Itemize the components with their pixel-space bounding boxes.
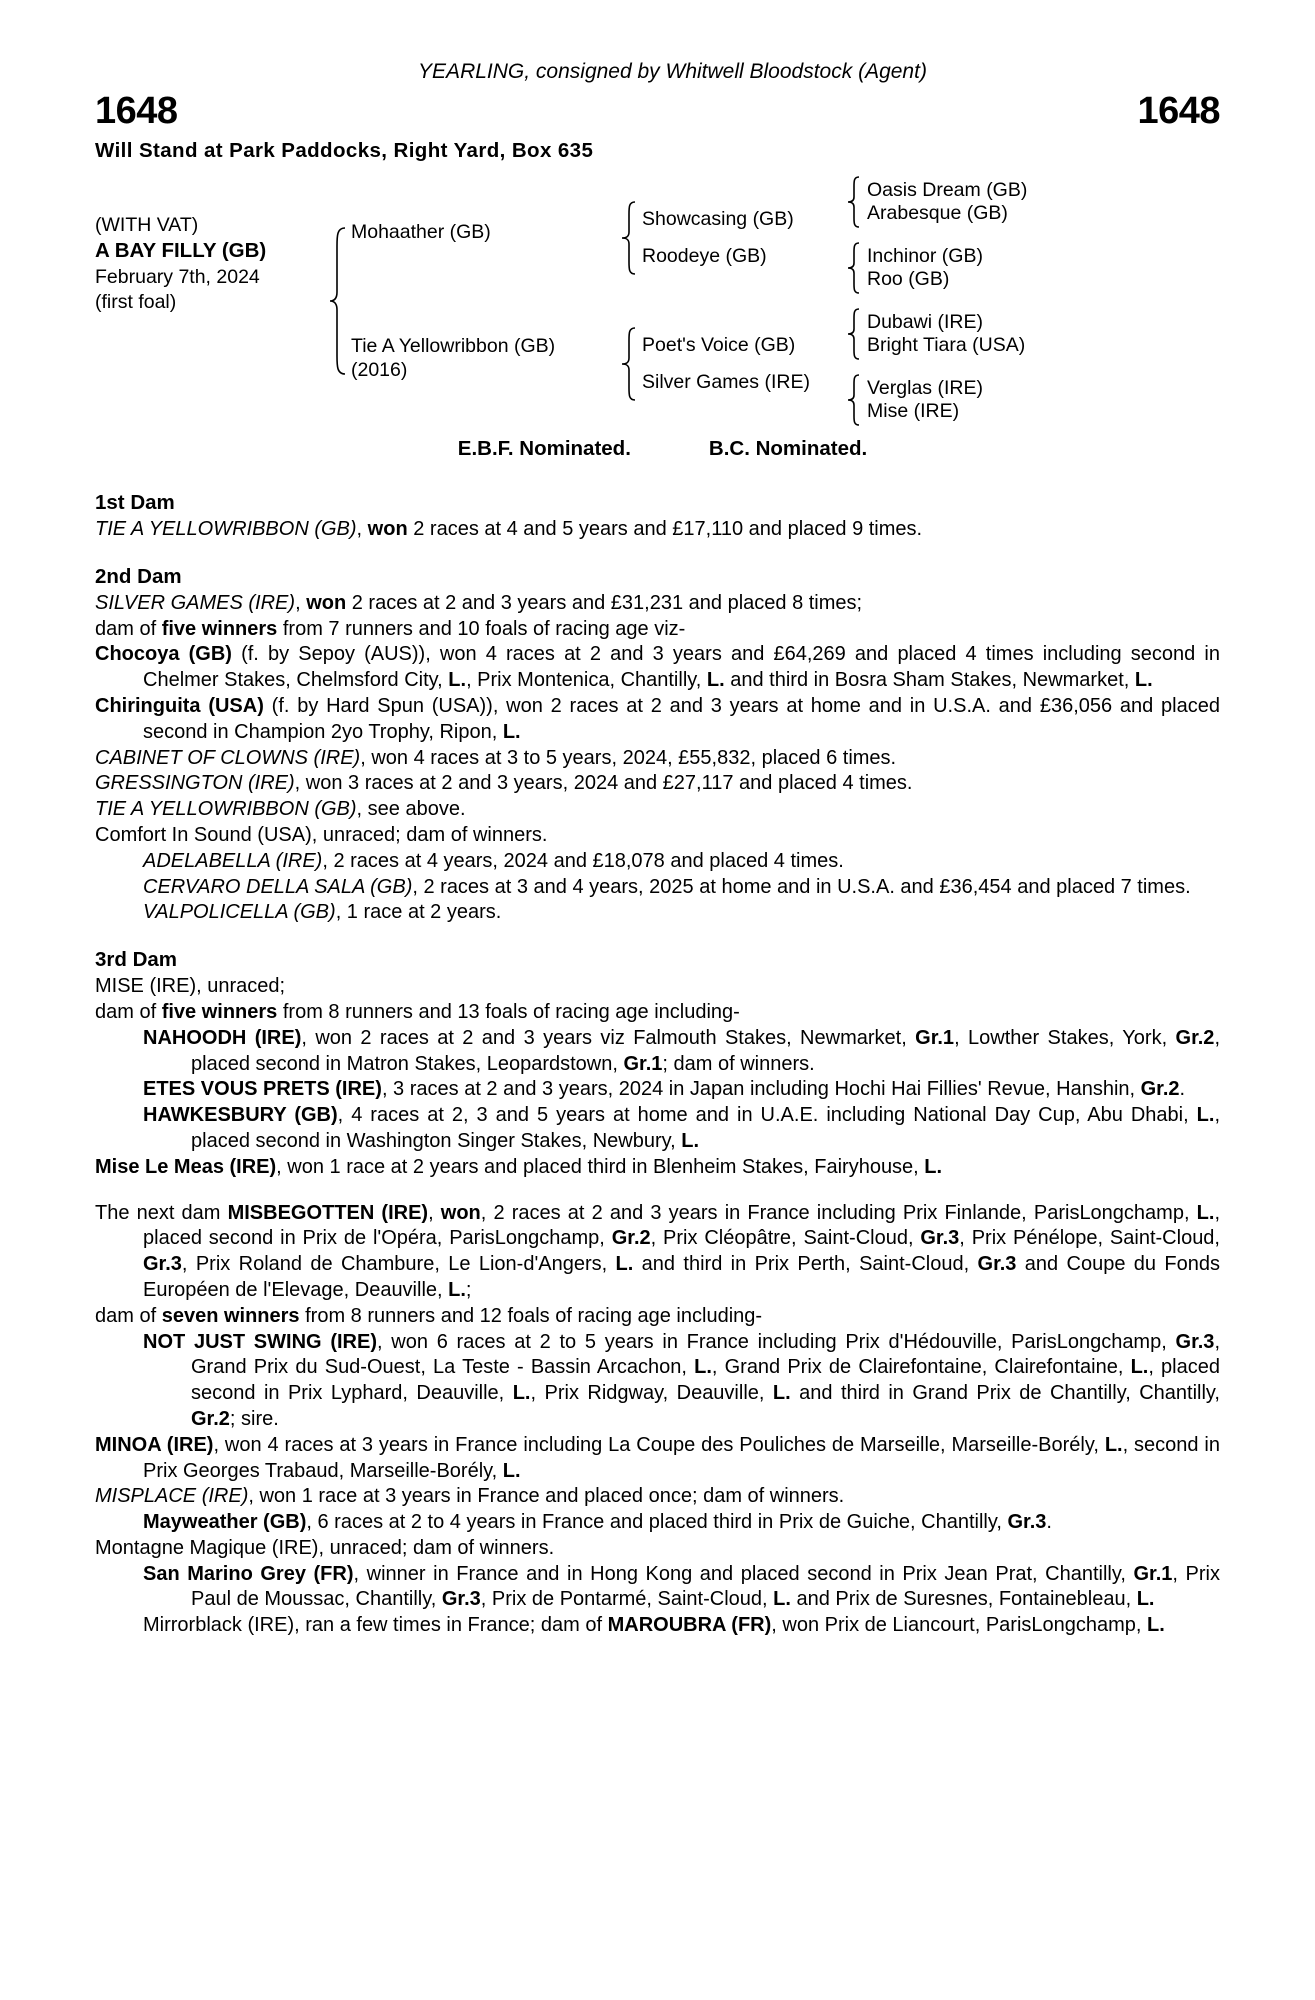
next-dam-damof: dam of <box>95 1304 162 1327</box>
next-dam-winners-count: seven winners <box>161 1304 300 1327</box>
next-dam-lead: The next dam <box>95 1201 228 1224</box>
dam-dam-name: Silver Games (IRE) <box>642 371 810 393</box>
progeny-detail: , won 3 races at 2 and 3 years, 2024 and £27,117 and placed 4 times. <box>294 772 913 795</box>
brace-level-2a <box>616 200 642 276</box>
progeny-name: TIE A YELLOWRIBBON (GB) <box>95 798 357 821</box>
second-dam-name: SILVER GAMES (IRE) <box>95 591 296 614</box>
brace-level-1 <box>325 175 351 427</box>
foal-note: (first foal) <box>95 291 177 314</box>
progeny-entry <box>95 797 1220 823</box>
first-dam-tail: 2 races at 4 and 5 years and £17,110 and placed 9 times. <box>407 518 923 540</box>
dam-sire-name: Poet's Voice (GB) <box>642 334 796 356</box>
progeny-detail: , unraced; dam of winners. <box>311 823 548 846</box>
progeny-entry <box>95 1562 1220 1614</box>
brace-level-3a <box>841 175 867 229</box>
second-dam-runners: from 7 runners and 10 foals of racing age viz- <box>277 617 686 640</box>
next-dam-name: MISBEGOTTEN (IRE) <box>227 1201 429 1224</box>
ebf-nominated: E.B.F. Nominated. <box>457 437 631 460</box>
progeny-name: San Marino Grey (FR) <box>143 1562 354 1585</box>
progeny-name: VALPOLICELLA (GB) <box>143 901 336 924</box>
progeny-name: Comfort In Sound (USA) <box>95 823 312 846</box>
progeny-name: ETES VOUS PRETS (IRE) <box>143 1078 382 1101</box>
consignor-line: YEARLING, consigned by Whitwell Bloodstock (Agent) <box>418 60 927 83</box>
progeny-sub-entry <box>95 900 1220 926</box>
next-dam-detail: , 2 races at 2 and 3 years in France including Prix Finlande, ParisLongchamp, L., placed second in Prix de l'Opéra, ParisLongchamp, Gr.2, Prix Cléopâtre, Saint-Cloud, Gr.3, Prix Pénélope, Saint-Cloud, Gr.3, Prix Roland de Chambure, Le Lion-d'Angers, L. and third in Prix Perth, Saint-Cloud, Gr.3 and Coupe du Fonds Européen de l'Elevage, Deauville, L.; <box>143 1201 1221 1301</box>
dam-grandparents <box>616 326 841 402</box>
brace-level-3b <box>841 241 867 295</box>
first-dam-name: TIE A YELLOWRIBBON (GB) <box>95 518 357 540</box>
sire-block <box>351 211 616 253</box>
progeny-name: Chocoya (GB) <box>95 643 232 666</box>
progeny-entry <box>95 1510 1220 1536</box>
dam-year: (2016) <box>351 358 408 381</box>
brace-level-2b <box>616 326 642 402</box>
gg8-name: Mise (IRE) <box>867 400 960 422</box>
gg7-name: Verglas (IRE) <box>867 377 983 399</box>
first-dam-text <box>95 517 1220 543</box>
dam-block <box>351 325 616 392</box>
progeny-detail: , won 4 races at 3 years in France including La Coupe des Pouliches de Marseille, Marseille-Borély, L., second in Prix Georges Trabaud, Marseille-Borély, L. <box>143 1433 1220 1482</box>
progeny-detail: , won 4 races at 3 to 5 years, 2024, £55,832, placed 6 times. <box>360 746 897 769</box>
progeny-detail: , 3 races at 2 and 3 years, 2024 in Japan including Hochi Hai Fillies' Revue, Hanshin, Gr.2. <box>381 1078 1186 1101</box>
sire-dam-name: Roodeye (GB) <box>642 245 767 267</box>
section-spacer <box>95 1181 1220 1201</box>
progeny-entry <box>95 1026 1220 1078</box>
pedigree-great-grandparents <box>841 175 1071 427</box>
progeny-name: GRESSINGTON (IRE) <box>95 772 295 795</box>
sire-grandparents <box>616 200 841 276</box>
progeny-detail: (f. by Hard Spun (USA)), won 2 races at 2 and 3 years at home and in U.S.A. and £36,056 and placed second in Champion 2yo Trophy, Ripon, L. <box>143 694 1220 743</box>
progeny-name: NOT JUST SWING (IRE) <box>143 1330 377 1353</box>
progeny-entry <box>95 1330 1220 1433</box>
bc-nominated: B.C. Nominated. <box>708 437 868 460</box>
first-dam-comma: , <box>356 518 368 540</box>
progeny-detail: , ran a few times in France; dam of MAROUBRA (FR), won Prix de Liancourt, ParisLongchamp, L. <box>294 1614 1165 1637</box>
progeny-entry <box>95 1536 1220 1562</box>
progeny-name: Mirrorblack (IRE) <box>143 1614 295 1637</box>
foaling-date: February 7th, 2024 <box>95 265 260 288</box>
progeny-name: MISPLACE (IRE) <box>95 1485 249 1508</box>
brace-level-3d <box>841 373 867 427</box>
progeny-entry <box>95 771 1220 797</box>
gg6-name: Bright Tiara (USA) <box>867 334 1026 356</box>
third-dam-tail: , unraced; <box>196 975 286 998</box>
progeny-detail: , won 1 race at 3 years in France and placed once; dam of winners. <box>248 1485 845 1508</box>
gg3-name: Inchinor (GB) <box>867 245 983 267</box>
progeny-entry <box>95 642 1220 694</box>
progeny-name: HAWKESBURY (GB) <box>143 1104 338 1127</box>
progeny-entry <box>95 1433 1220 1485</box>
lot-number-left: 1648 <box>95 90 178 132</box>
sire-name: Mohaather (GB) <box>351 220 491 243</box>
progeny-name: Montagne Magique (IRE) <box>95 1536 319 1559</box>
progeny-name: ADELABELLA (IRE) <box>143 849 323 872</box>
pedigree-subject <box>95 175 325 427</box>
sire-sire-name: Showcasing (GB) <box>642 208 794 230</box>
first-dam-title: 1st Dam <box>95 491 175 514</box>
progeny-entry <box>95 1484 1220 1510</box>
dam-name: Tie A Yellowribbon (GB) <box>351 334 556 357</box>
pedigree-grandparents <box>616 175 841 427</box>
vat-note: (WITH VAT) <box>95 214 199 236</box>
third-dam-title: 3rd Dam <box>95 948 178 972</box>
progeny-name: Chiringuita (USA) <box>95 694 264 717</box>
progeny-detail: , unraced; dam of winners. <box>318 1536 555 1559</box>
next-dam-won: won <box>440 1201 481 1224</box>
gg1-name: Oasis Dream (GB) <box>867 179 1028 201</box>
third-dam-runners: from 8 runners and 13 foals of racing age including- <box>277 1000 740 1023</box>
progeny-name: CABINET OF CLOWNS (IRE) <box>95 746 361 769</box>
pedigree-parents <box>351 175 616 427</box>
progeny-entry <box>95 746 1220 772</box>
progeny-detail: , 1 race at 2 years. <box>335 901 502 924</box>
next-dam-line2 <box>95 1304 1220 1330</box>
third-dam-winners-count: five winners <box>161 1000 278 1023</box>
lot-number-row <box>95 90 1220 133</box>
second-dam-tail: 2 races at 2 and 3 years and £31,231 and placed 8 times; <box>346 591 863 614</box>
next-dam-line: The next dam MISBEGOTTEN (IRE), won, 2 races at 2 and 3 years in France including Prix Finlande, ParisLongchamp, L., placed second in Prix de l'Opéra, ParisLongchamp, Gr.2, Prix Cléopâtre, Saint-Cloud, Gr.3, Prix Pénélope, Saint-Cloud, Gr.3, Prix Roland de Chambure, Le Lion-d'Angers, L. and third in Prix Perth, Saint-Cloud, Gr.3 and Coupe du Fonds Européen de l'Elevage, Deauville, L.; <box>95 1201 1221 1301</box>
progeny-detail: , won 1 race at 2 years and placed third in Blenheim Stakes, Fairyhouse, L. <box>276 1155 943 1178</box>
progeny-detail: , 6 races at 2 to 4 years in France and placed third in Prix de Guiche, Chantilly, Gr.3. <box>306 1511 1052 1534</box>
gg5-name: Dubawi (IRE) <box>867 311 983 333</box>
next-dam-runners: from 8 runners and 12 foals of racing age including- <box>299 1304 763 1327</box>
subject-name: A BAY FILLY (GB) <box>95 239 267 263</box>
gg4-name: Roo (GB) <box>867 268 950 290</box>
second-dam-won: won <box>306 591 347 614</box>
progeny-sub-entry <box>95 849 1220 875</box>
gg2-name: Arabesque (GB) <box>867 202 1008 224</box>
progeny-detail: (f. by Sepoy (AUS)), won 4 races at 2 and 3 years and £64,269 and placed 4 times including second in Chelmer Stakes, Chelmsford City, L., Prix Montenica, Chantilly, L. and third in Bosra Sham Stakes, Newmarket, L. <box>143 643 1220 692</box>
third-dam-line2 <box>95 1000 1220 1026</box>
second-dam-line2 <box>95 617 1220 643</box>
stabling-location: Will Stand at Park Paddocks, Right Yard, Box 635 <box>95 139 594 162</box>
second-dam-damof: dam of <box>95 617 162 640</box>
lot-number-right: 1648 <box>1137 90 1220 132</box>
progeny-entry <box>95 1103 1220 1155</box>
progeny-detail: , winner in France and in Hong Kong and placed second in Prix Jean Prat, Chantilly, Gr.1, Prix Paul de Moussac, Chantilly, Gr.3, Prix de Pontarmé, Saint-Cloud, L. and Prix de Suresnes, Fontainebleau, L. <box>191 1562 1220 1611</box>
progeny-detail: , 2 races at 4 years, 2024 and £18,078 and placed 4 times. <box>322 849 844 872</box>
second-dam-winners-count: five winners <box>161 617 278 640</box>
progeny-detail: , 2 races at 3 and 4 years, 2025 at home and in U.S.A. and £36,454 and placed 7 times. <box>412 875 1191 898</box>
brace-level-3c <box>841 307 867 361</box>
progeny-entry <box>95 1155 1220 1181</box>
progeny-name: Mayweather (GB) <box>143 1511 307 1534</box>
second-dam-line1: SILVER GAMES (IRE), won 2 races at 2 and 3 years and £31,231 and placed 8 times; <box>95 591 863 614</box>
progeny-detail: , won 2 races at 2 and 3 years viz Falmouth Stakes, Newmarket, Gr.1, Lowther Stakes, York, Gr.2, placed second in Matron Stakes, Leopardstown, Gr.1; dam of winners. <box>191 1026 1220 1075</box>
progeny-sub-entry <box>95 875 1220 901</box>
progeny-entry <box>95 823 1220 849</box>
nominations-row <box>105 437 1220 461</box>
first-dam-won: won <box>367 518 408 540</box>
third-dam-line1 <box>95 974 1220 1000</box>
progeny-entry <box>95 1077 1220 1103</box>
progeny-detail: , won 6 races at 2 to 5 years in France including Prix d'Hédouville, ParisLongchamp, Gr.3, Grand Prix du Sud-Ouest, La Teste - Bassin Arcachon, L., Grand Prix de Clairefontaine, Clairefontaine, L., placed second in Prix Lyphard, Deauville, L., Prix Ridgway, Deauville, L. and third in Grand Prix de Chantilly, Chantilly, Gr.2; sire. <box>191 1330 1220 1430</box>
progeny-entry <box>95 1613 1220 1639</box>
progeny-detail: , see above. <box>356 798 466 821</box>
progeny-entry <box>95 694 1220 746</box>
third-dam-name: MISE (IRE) <box>95 975 197 998</box>
progeny-detail: , 4 races at 2, 3 and 5 years at home and in U.A.E. including National Day Cup, Abu Dhabi, L., placed second in Washington Singer Stakes, Newbury, L. <box>191 1104 1220 1152</box>
third-dam-damof: dam of <box>95 1000 162 1023</box>
progeny-name: Mise Le Meas (IRE) <box>95 1155 277 1178</box>
pedigree-chart <box>95 175 1220 427</box>
progeny-name: NAHOODH (IRE) <box>143 1026 302 1049</box>
second-dam-title: 2nd Dam <box>95 564 182 588</box>
progeny-name: CERVARO DELLA SALA (GB) <box>143 875 413 898</box>
progeny-name: MINOA (IRE) <box>95 1433 214 1456</box>
